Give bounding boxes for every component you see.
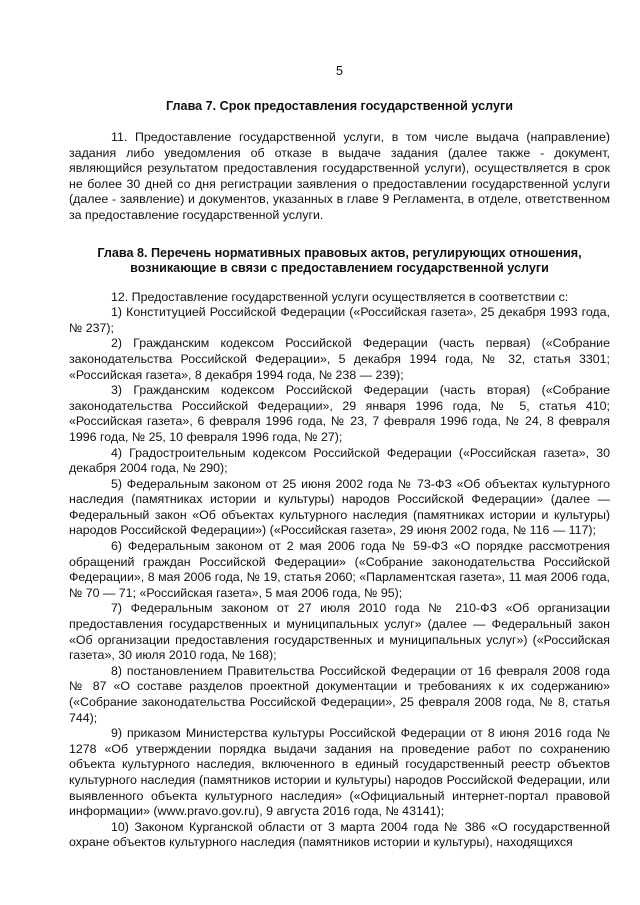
paragraph-12: 12. Предоставление государственной услуги осуществляется в соответствии с: [111,289,569,304]
list-item-7: 7) Федеральным законом от 27 июля 2010 года № 210-ФЗ «Об организации предоставления государственных и муниципальных услуг» (далее — Федеральный закон «Об организации предоставления государственных и муниципальных услуг») («Российская газета», 30 июля 2010 года, № 168); [69,601,610,663]
list-item-9: 9) приказом Министерства культуры Российской Федерации от 8 июня 2016 года № 1278 «Об утверждении порядка выдачи задания на проведение работ по сохранению объекта культурного наследия, включенного в единый государственный реестр объектов культурного наследия (памятников истории и культуры) народов Российской Федерации, или выявленного объекта культурного наследия» («Официальный интернет-портал правовой информации» (www.pravo.gov.ru), 9 августа 2016 года, № 43141); [69,726,610,819]
chapter-7-body [69,130,610,224]
list-item-10: 10) Законом Курганской области от 3 марта 2004 года № 386 «О государственной охране объектов культурного наследия (памятников истории и культуры), находящихся [69,819,610,850]
list-item-2: 2) Гражданским кодексом Российской Федерации (часть первая) («Собрание законодательства Российской Федерации», 5 декабря 1994 года, № 32, статья 3301; «Российская газета», 8 декабря 1994 года, № 238 — 239); [69,336,610,382]
paragraph-11: 11. Предоставление государственной услуги, в том числе выдача (направление) задания либо уведомления об отказе в выдаче задания (далее также - документ, являющийся результатом предоставления государственной услуги), осуществляется в срок не более 30 дней со дня регистрации заявления о предоставлении государственной услуги (далее - заявление) и документов, указанных в главе 9 Регламента, в отделе, ответственном за предоставление государственной услуги. [69,130,610,222]
list-item-5: 5) Федеральным законом от 25 июня 2002 года № 73-ФЗ «Об объектах культурного наследия (памятниках истории и культуры) народов Российской Федерации» (далее — Федеральный закон «Об объектах культурного наследия (памятниках истории и культуры) народов Российской Федерации») («Российская газета», 29 июня 2002 года, № 116 — 117); [69,476,610,538]
chapter-8-title: Глава 8. Перечень нормативных правовых актов, регулирующих отношения, возникающие в связи с предоставлением государственной услуги [97,245,582,275]
chapter-8-body [69,290,610,851]
list-item-6: 6) Федеральным законом от 2 мая 2006 года № 59-ФЗ «О порядке рассмотрения обращений граждан Российской Федерации» («Собрание законодательства Российской Федерации», 8 мая 2006 года, № 19, статья 2060; «Парламентская газета», 11 мая 2006 года, № 70 — 71; «Российская газета», 5 мая 2006 года, № 95); [69,539,610,600]
page-number: 5 [336,64,343,78]
list-item-1: 1) Конституцией Российской Федерации («Российская газета», 25 декабря 1993 года, № 237); [69,305,610,335]
list-item-3: 3) Гражданским кодексом Российской Федерации (часть вторая) («Собрание законодательства Российской Федерации», 29 января 1996 года, № 5, статья 410; «Российская газета», 6 февраля 1996 года, № 23, 7 февраля 1996 года, № 24, 8 февраля 1996 года, № 25, 10 февраля 1996 года, № 27); [69,383,610,444]
chapter-7-title: Глава 7. Срок предоставления государственной услуги [166,99,513,113]
list-item-4: 4) Градостроительным кодексом Российской Федерации («Российская газета», 30 декабря 2004 года, № 290); [69,445,610,476]
list-item-8: 8) постановлением Правительства Российской Федерации от 16 февраля 2008 года № 87 «О составе разделов проектной документации и требованиях к их содержанию» («Собрание законодательства Российской Федерации», 25 февраля 2008 года, № 8, статья 744); [69,663,610,725]
